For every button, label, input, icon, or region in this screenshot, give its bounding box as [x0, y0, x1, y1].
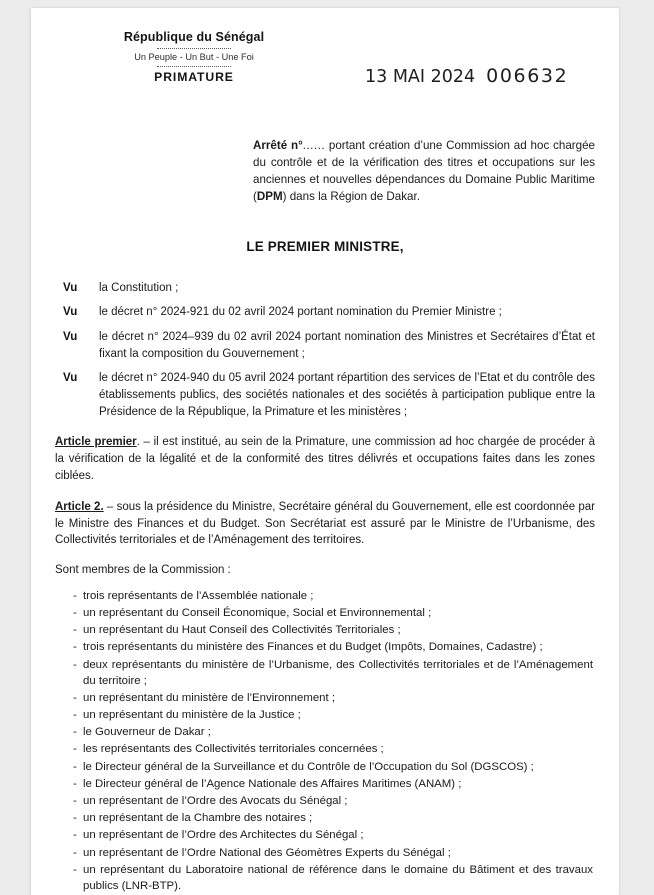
list-item-label: trois représentants de l’Assemblée nationale ;	[83, 589, 314, 602]
list-item-label: le Directeur général de l’Agence Nationale des Affaires Maritimes (ANAM) ;	[83, 777, 462, 790]
registration-stamp	[365, 65, 568, 87]
list-bullet: -	[73, 691, 77, 704]
vu-text: le décret n° 2024–939 du 02 avril 2024 portant nomination des Ministres et Secrétaires d’État et fixant la composition du Gouvernement ;	[99, 331, 595, 360]
list-bullet: -	[73, 709, 77, 722]
list-bullet: -	[73, 589, 77, 602]
vu-label: Vu	[63, 331, 78, 344]
list-item-label: un représentant du Conseil Économique, Social et Environnemental ;	[83, 606, 432, 619]
list-item	[55, 622, 595, 638]
list-item	[55, 827, 595, 843]
list-item	[55, 588, 595, 604]
vu-clause	[55, 280, 595, 297]
vu-text: le décret n° 2024-940 du 05 avril 2024 portant répartition des services de l’Etat et du contrôle des établissements publics, des sociétés nationales et des sociétés à participation publique entre la Présidence de la République, la Primature et les ministères ;	[99, 372, 595, 418]
list-item	[55, 862, 595, 894]
list-item	[55, 845, 595, 861]
list-bullet: -	[73, 726, 77, 739]
list-item	[55, 605, 595, 621]
republic-title: République du Sénégal	[123, 30, 265, 44]
vu-clause-list	[55, 280, 595, 421]
list-item-label: un représentant du Laboratoire national de référence dans le domaine du Bâtiment et des travaux publics (LNR-BTP).	[83, 863, 593, 892]
arrete-label: Arrêté n°	[253, 139, 303, 152]
list-item-label: le Gouverneur de Dakar ;	[83, 726, 211, 739]
article-2-text: – sous la présidence du Ministre, Secrétaire général du Gouvernement, elle est coordonnée par le Ministre des Finances et du Budget. Son Secrétariat est assuré par le Ministre de l’Urbanisme, des Collectivités territoriales et de l’Aménagement des territoires.	[55, 500, 596, 547]
institution-name: PRIMATURE	[154, 70, 234, 84]
vu-label: Vu	[63, 306, 78, 319]
vu-clause	[55, 329, 595, 362]
vu-text: le décret n° 2024-921 du 02 avril 2024 portant nomination du Premier Ministre ;	[99, 306, 502, 319]
list-item	[55, 776, 595, 792]
vu-clause	[55, 304, 595, 321]
list-item-label: un représentant du ministère de la Justice ;	[83, 709, 301, 722]
list-item	[55, 724, 595, 740]
crest-block	[79, 30, 309, 84]
list-bullet: -	[73, 795, 77, 807]
document-page	[31, 8, 619, 895]
members-intro: Sont membres de la Commission :	[55, 564, 231, 577]
national-motto: Un Peuple - Un But - Une Foi	[134, 52, 254, 62]
vu-label: Vu	[63, 281, 78, 294]
dotted-rule-lower	[157, 66, 231, 67]
list-item-label: un représentant du Haut Conseil des Collectivités Territoriales ;	[83, 624, 401, 637]
list-item	[55, 759, 595, 775]
list-item	[55, 810, 595, 826]
stamp-reference-number: 006632	[486, 65, 569, 87]
list-bullet: -	[73, 641, 77, 654]
list-item-label: un représentant de l’Ordre des Architectes du Sénégal ;	[83, 829, 364, 842]
list-bullet: -	[73, 846, 77, 859]
list-item	[55, 657, 595, 689]
list-bullet: -	[73, 760, 77, 773]
list-bullet: -	[73, 812, 77, 825]
list-bullet: -	[73, 658, 77, 671]
vu-label: Vu	[63, 372, 78, 385]
list-item-label: trois représentants du ministère des Finances et du Budget (Impôts, Domaines, Cadastre) ;	[83, 641, 543, 654]
list-item	[55, 707, 595, 723]
list-item-label: un représentant de la Chambre des notaires ;	[83, 812, 313, 825]
list-bullet: -	[73, 624, 77, 637]
list-bullet: -	[73, 829, 77, 842]
vu-clause	[55, 370, 595, 420]
list-item-label: un représentant du ministère de l’Environnement ;	[83, 691, 336, 704]
list-item-label: un représentant de l’Ordre National des Géomètres Experts du Sénégal ;	[83, 846, 451, 859]
list-item-label: un représentant de l’Ordre des Avocats du Sénégal ;	[83, 795, 348, 807]
page-title: LE PREMIER MINISTRE,	[246, 238, 404, 254]
list-item	[55, 690, 595, 706]
arrete-number-blank: ......	[302, 139, 326, 152]
arrete-subject-part2: ) dans la Région de Dakar.	[282, 189, 420, 203]
article-2-label: Article 2.	[55, 500, 104, 513]
article-premier	[55, 434, 595, 484]
stamp-date-text: 13 MAI 2024	[365, 67, 476, 87]
letterhead	[55, 30, 595, 112]
list-bullet: -	[73, 777, 77, 790]
arrete-subject-part1: portant création d’une Commission ad hoc chargée du contrôle et de la vérification des titres et occupations sur les anciennes et nouvelles dépendances du Domaine Public Maritime (	[253, 139, 595, 203]
arrete-title-block	[253, 138, 595, 206]
list-item	[55, 793, 595, 809]
vu-text: la Constitution ;	[99, 281, 179, 294]
list-item-label: deux représentants du ministère de l’Urbanisme, des Collectivités territoriales et de l’Aménagement du territoire ;	[83, 658, 593, 687]
article-premier-text: . – il est institué, au sein de la Primature, une commission ad hoc chargée de procéder à la vérification de la légalité et de la conformité des titres délivrés et occupations faites dans les zones ciblées.	[55, 436, 595, 482]
dpm-acronym: DPM	[256, 189, 283, 203]
list-item	[55, 639, 595, 655]
list-item	[55, 741, 595, 757]
article-premier-label: Article premier	[55, 436, 137, 449]
list-bullet: -	[73, 743, 77, 756]
list-item-label: le Directeur général de la Surveillance et du Contrôle de l’Occupation du Sol (DGSCOS) ;	[83, 760, 534, 773]
list-item-label: les représentants des Collectivités territoriales concernées ;	[83, 743, 384, 756]
commission-members-list	[55, 588, 595, 894]
list-bullet: -	[73, 863, 77, 876]
dotted-rule-upper	[157, 48, 231, 49]
list-bullet: -	[73, 606, 77, 619]
article-2	[55, 499, 595, 549]
